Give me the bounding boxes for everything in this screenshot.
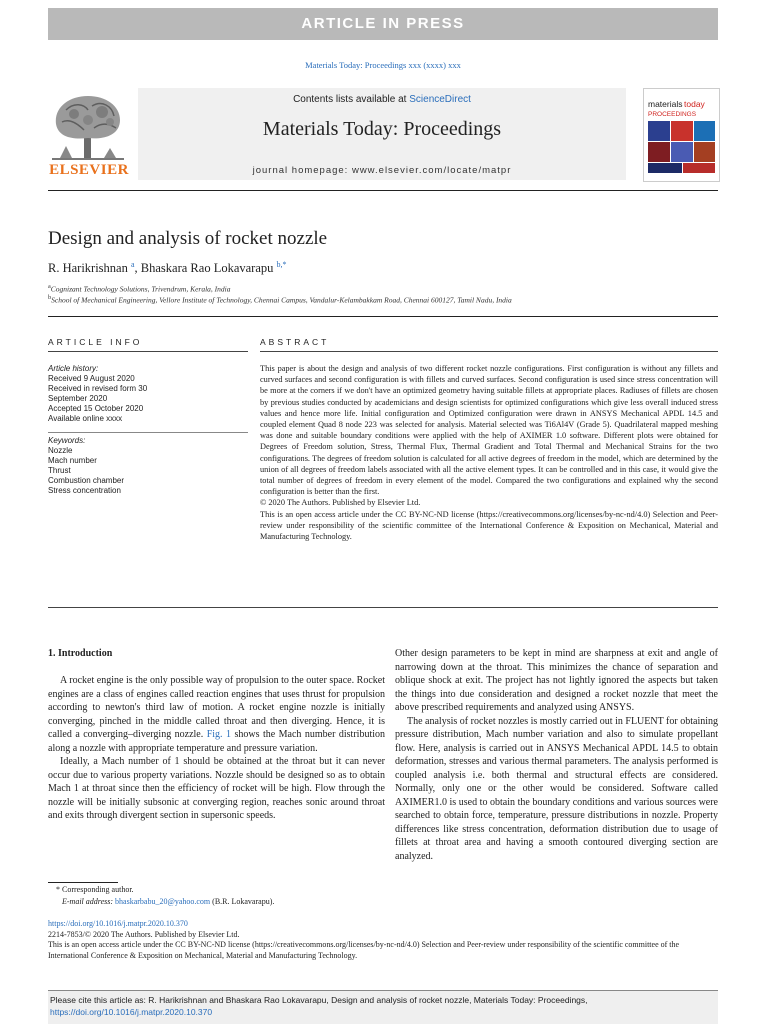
email-link[interactable]: bhaskarbabu_20@yahoo.com <box>115 897 211 906</box>
abstract-bottom-rule <box>48 607 718 608</box>
paragraph-text: A rocket engine is the only possible way of propulsion to the outer space. Rocket engines are a class of engines called reaction engines that uses thrust for propulsion according to newton's third law of motion. A rocket engine nozzle is initially converging, pinched in the middle called throat and then diverging. Hence, it is called a converging–diverging nozzle. <box>48 675 385 740</box>
history-item: Available online xxxx <box>48 414 123 423</box>
author-affiliation-link[interactable]: a <box>130 260 135 269</box>
email-suffix: (B.R. Lokavarapu). <box>210 897 275 906</box>
cite-this-article-box <box>48 990 718 1024</box>
body-column-left <box>48 674 385 823</box>
corresponding-author-note: * Corresponding author. <box>56 885 134 894</box>
paragraph <box>48 674 385 755</box>
affiliation-text: Cognizant Technology Solutions, Trivendrum, Kerala, India <box>50 284 231 294</box>
elsevier-wordmark: ELSEVIER <box>49 162 129 178</box>
paragraph: Other design parameters to be kept in mind are sharpness at exit and angle of narrowing down at the throat. This minimizes the chance of separation and oblique shock at exit. The project has not lightly ignored the aspects but taken the things into due consideration and designed a rocket nozzle that meet the above prescribed requirements and analyzed using ANSYS. <box>395 648 718 713</box>
journal-title: Materials Today: Proceedings <box>262 118 502 140</box>
header-rule <box>48 190 718 191</box>
doi-block <box>48 919 718 961</box>
section-heading-introduction: 1. Introduction <box>48 648 113 659</box>
journal-citation-link[interactable]: Materials Today: Proceedings xxx (xxxx) xxx <box>305 60 461 70</box>
info-rule <box>48 351 248 352</box>
contents-available-line <box>138 94 626 105</box>
history-label: Article history: <box>48 364 99 373</box>
abstract-license: This is an open access article under the CC BY-NC-ND license (https://creativecommons.org/licenses/by-nc-nd/4.0) Selection and Peer-review under responsibility of the scientific committee of the International Conference & Exposition on Mechanical, Material and Manufacturing Technology. <box>260 509 718 542</box>
author-list: R. Harikrishnan $^a$, Bhaskara Rao Lokavarapu $^{b,*}$ <box>48 260 287 276</box>
article-info <box>48 364 248 496</box>
journal-cover-thumbnail <box>643 88 720 182</box>
email-line <box>48 896 274 908</box>
abstract-heading: ABSTRACT <box>260 337 330 347</box>
abstract-copyright: © 2020 The Authors. Published by Elsevier Ltd. <box>260 498 421 508</box>
cite-text: Please cite this article as: R. Harikrishnan and Bhaskara Rao Lokavarapu, Design and analysis of rocket nozzle, Materials Today: Proceedings, <box>50 995 588 1005</box>
sciencedirect-link[interactable]: ScienceDirect <box>409 94 471 105</box>
affiliation-text: School of Mechanical Engineering, Vellore Institute of Technology, Chennai Campus, Vandalur-Kelambakkam Road, Chennai 600127, Tamil Nadu, India <box>51 295 512 305</box>
affiliation <box>48 294 512 305</box>
article-info-heading: ARTICLE INFO <box>48 337 143 347</box>
cover-title-today: today <box>684 99 705 109</box>
keywords-label: Keywords: <box>48 436 86 445</box>
history-item: Received 9 August 2020 <box>48 374 135 383</box>
keyword: Stress concentration <box>48 486 121 495</box>
footnote-rule <box>48 882 118 883</box>
keywords-rule <box>48 432 248 433</box>
cite-doi-link[interactable]: https://doi.org/10.1016/j.matpr.2020.10.370 <box>50 1007 213 1017</box>
issn-line: 2214-7853/© 2020 The Authors. Published by Elsevier Ltd. <box>48 929 240 939</box>
footnote <box>48 884 274 908</box>
author-name: Bhaskara Rao Lokavarapu <box>140 261 274 276</box>
paper-title: Design and analysis of rocket nozzle <box>48 228 328 249</box>
affiliation <box>48 283 231 294</box>
affiliation-marker: a <box>48 283 51 290</box>
author-affiliation-link[interactable]: b,* <box>276 260 287 269</box>
title-rule <box>48 316 718 317</box>
author-name: R. Harikrishnan <box>48 261 128 276</box>
open-access-line: This is an open access article under the CC BY-NC-ND license (https://creativecommons.org/licenses/by-nc-nd/4.0) Selection and Peer-review under responsibility of the scientific committee of the International Conference & Exposition on Mechanical, Material and Manufacturing Technology. <box>48 940 680 960</box>
journal-homepage[interactable]: journal homepage: www.elsevier.com/locate/matpr <box>252 165 512 176</box>
keyword: Nozzle <box>48 446 73 455</box>
keyword: Mach number <box>48 456 97 465</box>
email-label: E-mail address: <box>62 897 116 906</box>
cover-graphic <box>644 89 719 181</box>
paragraph-text: shows the Mach number distribution along a nozzle with appropriate temperature and pressure variation. <box>48 729 386 754</box>
abstract-body <box>260 363 718 542</box>
history-item: Accepted 15 October 2020 <box>48 404 144 413</box>
article-in-press-banner: ARTICLE IN PRESS <box>48 8 718 40</box>
affiliation-marker: b <box>48 294 52 301</box>
cover-title-materials: materials <box>648 99 683 109</box>
abstract-rule <box>260 351 718 352</box>
body-column-right <box>395 647 718 863</box>
keyword: Combustion chamber <box>48 476 125 485</box>
keyword: Thrust <box>48 466 71 475</box>
history-item: Received in revised form 30 September 2020 <box>48 384 148 403</box>
figure-reference-link[interactable]: Fig. 1 <box>206 729 232 740</box>
paragraph: Ideally, a Mach number of 1 should be obtained at the throat but it can never occur due to various property variations. Nozzle should be designed so as to obtain Mach 1 at throat since then the efficiency of rocket will be high. Flow through the nozzle will be initially subsonic at converging region, reaches sonic around throat and exits through divergent section in supersonic speeds. <box>48 756 385 821</box>
paragraph: The analysis of rocket nozzles is mostly carried out in FLUENT for obtaining pressure distribution, Mach number variation and also to simulate propellant flow. Here, analysis is carried out in ANSYS Mechanical APDL 14.5 to obtain deformation, stresses and various thermal parameters. The analysis performed is coupled analysis i.e. both thermal and structural effects are considered. Normally, only one or the other would be considered. Software called AXIMER1.0 is used to obtain the boundary conditions and various sources were searched to obtain force, temperature, pressure distributions in nozzle. Property differences like stress concentration, deformation distribution due to usage of fillets at throat area and having a smooth contoured diverging section are analyzed. <box>395 715 718 862</box>
abstract-text: This paper is about the design and analysis of two different rocket nozzle configurations. First configuration is without any fillets and curved surfaces and second configuration is with fillets and curved surfaces. Second configuration is used since stress concentration will be more at the corners if we don't have an optimized geometry having suitable fillets at appropriate places. Radiuses of fillets are chosen by previous studies conducted by academicians and design scientists for optimized configurations which give less overall induced stress values and hence more life. Initial configuration and Optimized configuration were drawn in ANSYS Mechanical APDL 14.5 and coupled element Quad 8 node 223 was selected for analysis. Material selected was Ti6Al4V (Grade 5). Quadrilateral mapped meshing was done and suitable boundary conditions were applied with the help of AXIMER 1.0 software. Different plots were obtained for Degrees of Freedom solution, Stress, Thermal Flux, Thermal Gradient and Total Thermal and Mechanical Strains for the two configurations. The degrees of freedom solution is calculated for all active degrees of freedom in the model, which are determined by the union of all degrees of freedom labels associated with all the active element types. It can be controlled and in this case, it would give the total number of degrees of freedom in every element of the model. Compared the two configurations and explained why the second configuration is better than the first. <box>260 364 718 497</box>
cover-title-proceedings: PROCEEDINGS <box>648 111 697 118</box>
contents-prefix: Contents lists available at <box>293 94 410 105</box>
doi-link[interactable]: https://doi.org/10.1016/j.matpr.2020.10.370 <box>48 919 188 928</box>
